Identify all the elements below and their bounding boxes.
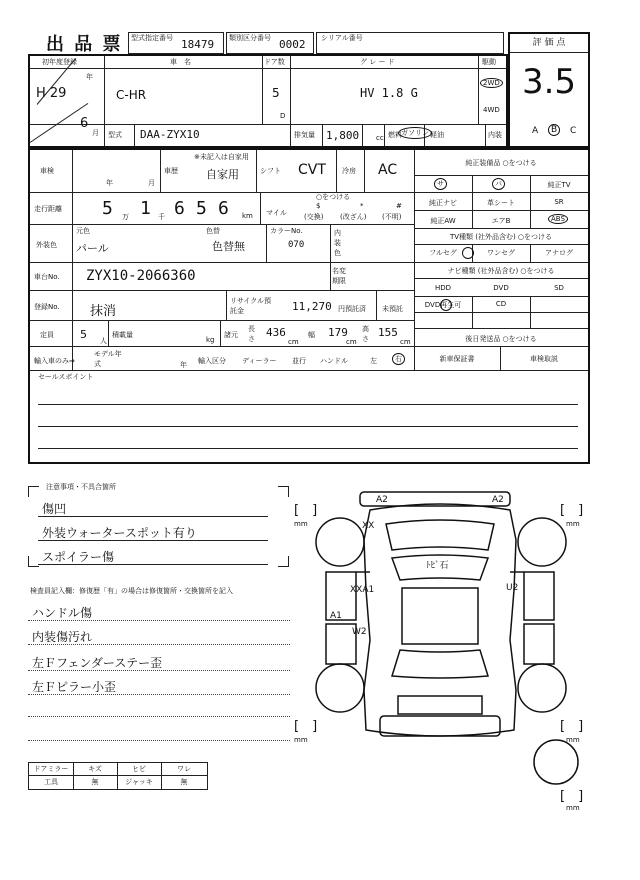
- import-kind-label: 輸入区分: [198, 357, 226, 365]
- mark-xxa1: XXA1: [350, 585, 375, 595]
- interior-a: A: [532, 126, 539, 136]
- svg-text:[ ]: [ ]: [560, 503, 584, 518]
- score-label: 評 価 点: [510, 34, 588, 53]
- history-value: 自家用: [206, 168, 239, 181]
- class-number: 0002: [279, 38, 306, 51]
- mileage-digit-3: 6: [174, 198, 185, 219]
- equip-item-2: パ: [492, 178, 505, 190]
- fuel-diesel: 軽油: [430, 131, 444, 139]
- capacity-unit: 人: [100, 337, 107, 345]
- reg-label: 登録No.: [34, 303, 60, 311]
- spare-wheel: [534, 740, 578, 784]
- mileage-digit-2: 1: [140, 198, 151, 219]
- equip-item-3: 純正TV: [547, 181, 571, 189]
- model-year-unit: 年: [180, 361, 187, 369]
- shift-value: CVT: [298, 162, 326, 178]
- car-name: C-HR: [116, 88, 147, 102]
- caution-section: [28, 478, 290, 568]
- mark-w2: W2: [352, 627, 367, 637]
- model-number: 18479: [181, 38, 215, 51]
- mileage-mile: マイル: [266, 209, 287, 217]
- car-damage-diagram: [290, 480, 590, 810]
- shift-label: シフト: [260, 167, 281, 175]
- handle-label: ハンドル: [320, 357, 348, 365]
- navi-dvd: DVD: [493, 284, 509, 292]
- caution-3: スポイラー傷: [42, 550, 115, 564]
- equip-item-7: 純正AW: [430, 217, 456, 225]
- body-outline: [364, 504, 519, 736]
- svg-text:[ ]: [ ]: [294, 719, 318, 734]
- rear-window: [392, 650, 488, 678]
- tv-one: ワンセグ: [487, 249, 515, 257]
- displacement-value: 1,800: [326, 129, 360, 142]
- recycle-label: リサイクル預託金: [230, 297, 272, 315]
- mileage-circle-note: ○をつける: [316, 193, 351, 201]
- caution-label: 注意事項・不具合箇所: [46, 483, 116, 491]
- score-value: 3.5: [521, 62, 577, 102]
- svg-text:[ ]: [ ]: [560, 719, 584, 734]
- equip-item-8: エアB: [491, 217, 511, 225]
- document-title: 出 品 票: [46, 34, 123, 55]
- model-number-label: 型式指定番号: [131, 34, 173, 42]
- length-unit: cm: [288, 338, 299, 346]
- right-front-door: [524, 572, 554, 620]
- equip-item-6: SR: [554, 198, 564, 206]
- mileage-digit-1: 5: [102, 198, 113, 219]
- width-label: 幅: [308, 331, 315, 339]
- recycle-unpaid: 未預託: [382, 305, 403, 313]
- hood: [386, 520, 494, 550]
- door-count-label: ドア数: [264, 58, 285, 66]
- reg-value: 抹消: [90, 304, 117, 319]
- first-reg-year-unit: 年: [86, 73, 93, 81]
- mirror-val-1: 工具: [44, 778, 58, 786]
- serial-number-label: シリアル番号: [321, 34, 363, 42]
- mileage-swap-sym: $: [316, 202, 321, 210]
- dims-label: 諸元: [224, 331, 238, 339]
- serial-number-box: [316, 32, 504, 54]
- car-name-label: 車 名: [170, 58, 191, 66]
- displacement-unit: cc: [376, 134, 384, 142]
- orig-color-label: 元色: [76, 227, 90, 235]
- grade-label: グ レ ー ド: [360, 58, 395, 66]
- mirror-val-4: 無: [180, 778, 188, 786]
- height-unit: cm: [400, 338, 411, 346]
- shaken-label: 車検: [40, 167, 54, 175]
- later-manual: 車検取説: [530, 355, 558, 363]
- svg-text:[ ]: [ ]: [560, 789, 584, 804]
- mileage-modify: (改ざん): [340, 213, 367, 221]
- grade-value: HV 1.8 G: [360, 86, 418, 100]
- import-parallel: 並行: [292, 357, 306, 365]
- length-value: 436: [266, 326, 286, 339]
- mirror-head-2: キズ: [88, 765, 102, 773]
- mark-u2: U2: [506, 583, 519, 593]
- door-count: 5: [272, 86, 280, 100]
- mileage-digit-4: 5: [196, 198, 207, 219]
- wheel-rear-right: [518, 664, 566, 712]
- first-reg-label: 初年度登録: [42, 58, 77, 66]
- equip-item-1: サ: [434, 178, 447, 190]
- mileage-man: 万: [122, 213, 129, 221]
- displacement-label: 排気量: [294, 131, 315, 139]
- shaken-year-unit: 年: [106, 179, 113, 187]
- name-change-label: 名変期限: [332, 267, 346, 285]
- import-dealer: ディーラー: [242, 357, 277, 365]
- capacity-value: 5: [80, 328, 87, 341]
- fuel-label: 燃料: [388, 131, 402, 139]
- interior-c: C: [570, 126, 577, 136]
- mirror-val-2: 無: [91, 778, 99, 786]
- mm-rear-right: mm: [566, 736, 580, 744]
- inspector-1: ハンドル傷: [32, 606, 93, 620]
- later-title: 後日発送品 ○をつける: [465, 335, 537, 343]
- inspector-3: 左Ｆフェンダーステー歪: [32, 656, 163, 670]
- drive-4wd: 4WD: [483, 106, 500, 114]
- mileage-digit-5: 6: [218, 198, 229, 219]
- chassis-label: 車台No.: [34, 273, 60, 281]
- type-label: 型式: [108, 131, 122, 139]
- mileage-unknown: (不明): [382, 213, 402, 221]
- tv-analog: アナログ: [545, 249, 573, 257]
- first-reg-month: 6: [80, 116, 89, 131]
- detail-box: [28, 148, 590, 464]
- mirror-head-1: ドアミラー: [33, 765, 69, 773]
- caution-2: 外装ウォータースポット有り: [42, 526, 197, 540]
- wheel-front-left: [316, 518, 364, 566]
- equip-item-5: 革シート: [487, 199, 515, 207]
- mark-xx: XX: [362, 521, 375, 531]
- drive-label: 駆動: [482, 58, 496, 66]
- mirror-table: [28, 762, 208, 790]
- drive-2wd: 2WD: [480, 78, 503, 88]
- inspector-2: 内装傷汚れ: [32, 630, 93, 644]
- height-label: 高さ: [362, 325, 369, 343]
- exterior-label: 外装色: [36, 241, 57, 249]
- load-unit: kg: [206, 336, 215, 344]
- navi-dvd-play: DVD再生可: [424, 301, 462, 309]
- mm-front-right: mm: [566, 520, 580, 528]
- navi-hdd: HDD: [434, 284, 452, 292]
- navi-title: ナビ種類 (社外品含む) ○をつける: [447, 267, 555, 275]
- tv-full-circle: [462, 247, 474, 259]
- equip-item-9: ABS: [548, 214, 568, 224]
- interior-b: B: [548, 124, 560, 136]
- door-suffix: D: [280, 112, 286, 120]
- type-value: DAA-ZYX10: [140, 128, 200, 141]
- width-value: 179: [328, 326, 348, 339]
- equip-item-4: 純正ナビ: [429, 199, 457, 207]
- import-label: 輸入車のみ⇒: [34, 357, 75, 365]
- rear-bumper: [380, 716, 500, 736]
- vehicle-info-box: [28, 54, 508, 148]
- ac-value: AC: [378, 162, 398, 178]
- model-year-label: モデル年式: [94, 350, 122, 368]
- recycle-unit: 円預託済: [338, 305, 366, 313]
- inspector-4: 左Ｆピラー小歪: [32, 680, 117, 694]
- color-no-label: カラーNo.: [270, 227, 303, 235]
- load-label: 積載量: [112, 331, 133, 339]
- width-unit: cm: [346, 338, 357, 346]
- mm-spare: mm: [566, 804, 580, 810]
- mm-front-left: mm: [294, 520, 308, 528]
- mirror-val-3: ジャッキ: [125, 778, 153, 786]
- navi-dvd-play-circle: [440, 299, 452, 311]
- navi-cd: CD: [495, 300, 507, 308]
- roof: [402, 588, 478, 644]
- fuel-gasoline: ガソリン: [398, 127, 432, 139]
- first-reg-era: H 29: [36, 86, 67, 101]
- mileage-km: km: [242, 212, 253, 220]
- inspector-section: [28, 600, 290, 750]
- inspector-label: 検査員記入欄：修復歴「有」の場合は修復箇所・交換箇所を記入: [30, 587, 233, 595]
- equip-title: 純正装備品 ○をつける: [465, 159, 537, 167]
- length-label: 長さ: [248, 325, 255, 343]
- history-note: ※未記入は自家用: [194, 153, 249, 161]
- svg-text:[ ]: [ ]: [294, 503, 318, 518]
- mark-a2-right: A2: [492, 495, 504, 505]
- capacity-label: 定員: [40, 331, 54, 339]
- class-number-label: 類別区分番号: [229, 34, 271, 42]
- mileage-sen: 千: [158, 213, 165, 221]
- mark-a2-left: A2: [376, 495, 388, 505]
- right-rear-door: [524, 624, 554, 664]
- mark-tobiishi: ﾄﾋﾞ石: [426, 561, 449, 571]
- first-reg-month-unit: 月: [92, 129, 99, 137]
- history-label: 車歴: [164, 167, 178, 175]
- mm-rear-left: mm: [294, 736, 308, 744]
- height-value: 155: [378, 326, 398, 339]
- interior-grade-box: [510, 122, 586, 142]
- trunk: [398, 696, 482, 714]
- tv-title: TV種類 (社外品含む) ○をつける: [449, 233, 553, 241]
- color-no: 070: [288, 240, 305, 250]
- wheel-front-right: [518, 518, 566, 566]
- mileage-unknown-sym: #: [396, 202, 402, 210]
- interior-label: 内装: [488, 131, 502, 139]
- wheel-rear-left: [316, 664, 364, 712]
- tv-full: フルセグ: [429, 249, 457, 257]
- chassis-number: ZYX10-2066360: [86, 268, 196, 284]
- mirror-head-4: ワレ: [177, 765, 191, 773]
- class-number-box: [226, 32, 314, 54]
- mirror-head-3: ヒビ: [132, 765, 146, 773]
- recycle-value: 11,270: [292, 300, 332, 313]
- handle-right: 右: [392, 353, 405, 365]
- orig-color: パール: [76, 242, 109, 255]
- caution-1: 傷凹: [42, 502, 67, 516]
- repaint-value: 色替無: [212, 240, 245, 253]
- ac-label: 冷房: [342, 167, 356, 175]
- interior-color-label: 内装色: [334, 229, 341, 257]
- repaint-label: 色替: [206, 227, 220, 235]
- mark-a1: A1: [330, 611, 342, 621]
- mileage-modify-sym: *: [360, 202, 364, 210]
- navi-sd: SD: [554, 284, 564, 292]
- sales-point-label: セールスポイント: [38, 373, 94, 381]
- handle-left: 左: [370, 357, 377, 365]
- model-number-box: [128, 32, 224, 54]
- mileage-swap: (交換): [304, 213, 324, 221]
- mileage-label: 走行距離: [34, 205, 62, 213]
- shaken-month-unit: 月: [148, 179, 155, 187]
- later-warranty: 新車保証書: [439, 355, 475, 363]
